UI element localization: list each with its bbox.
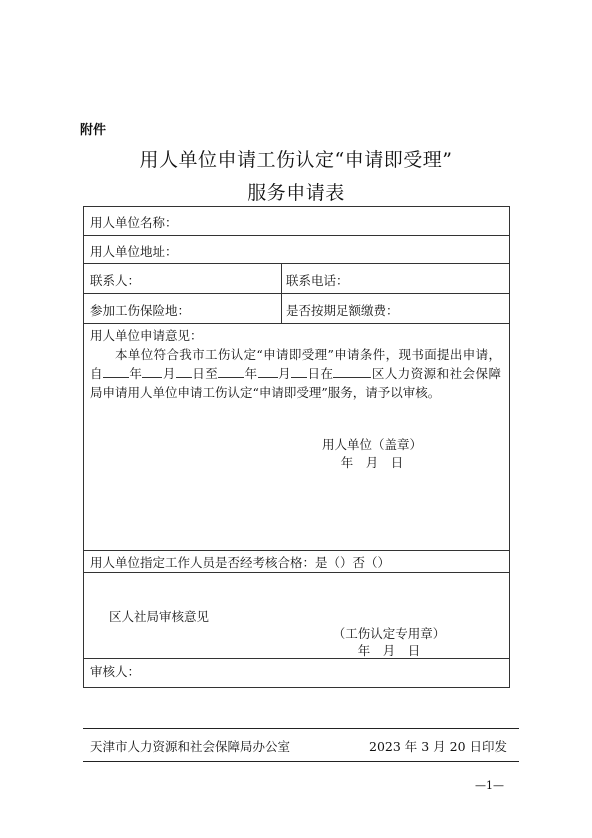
opinion-text	[90, 345, 501, 402]
row-insurance	[84, 294, 509, 324]
row-unit-address	[84, 236, 509, 264]
reviewer-label: 审核人：	[90, 664, 141, 679]
on-time-payment-label: 是否按期足额缴费：	[286, 303, 399, 318]
bureau-seal-text: （工伤认定专用章）	[332, 626, 446, 641]
unit-date-text: 年 月 日	[340, 455, 404, 470]
insurance-location-label: 参加工伤保险地：	[90, 303, 191, 318]
blank-month-2	[258, 364, 278, 378]
assessment-text: 用人单位指定工作人员是否经考核合格：是（）否（）	[90, 555, 391, 570]
blank-day-1	[176, 364, 192, 378]
unit-seal-text: 用人单位（盖章）	[321, 437, 422, 452]
blank-year-2	[218, 364, 244, 378]
word-year-2: 年	[244, 366, 258, 381]
form-title-line2: 服务申请表	[247, 182, 345, 204]
unit-address-label: 用人单位地址：	[90, 244, 178, 259]
form-title-line1: 用人单位申请工伤认定“申请即受理”	[139, 149, 453, 171]
row-bureau-review	[84, 573, 509, 659]
footer-date: 2023 年 3 月 20 日印发	[369, 739, 508, 754]
opinion-text-part2: 区人力资源和社会保障局申请用人单位申请工伤认定“申请即受理”服务，请予以审核。	[90, 366, 501, 400]
footer-rule-bottom	[83, 761, 519, 762]
blank-year-1	[103, 364, 129, 378]
row-unit-name	[84, 207, 509, 236]
row-assessment	[84, 551, 509, 573]
row-contact	[84, 264, 509, 294]
word-year-1: 年	[128, 366, 143, 381]
bureau-date-text: 年 月 日	[357, 643, 421, 658]
unit-name-label: 用人单位名称：	[90, 215, 178, 230]
bureau-review-label: 区人社局审核意见	[108, 609, 209, 624]
opinion-text-part1: 本单位符合我市工伤认定“申请即受理”申请条件，现书面提出申请，自	[90, 347, 501, 381]
blank-month-1	[142, 364, 162, 378]
word-day-at: 日在	[307, 366, 334, 381]
opinion-heading: 用人单位申请意见：	[90, 328, 203, 343]
annex-label: 附件	[80, 123, 107, 138]
application-form-table	[83, 206, 510, 688]
footer-issuer: 天津市人力资源和社会保障局办公室	[90, 739, 291, 754]
blank-district	[333, 364, 371, 378]
word-month-1: 月	[162, 366, 176, 381]
column-divider	[281, 294, 282, 323]
blank-day-2	[291, 364, 307, 378]
page-number: —1—	[475, 779, 504, 792]
word-day-to: 日至	[191, 366, 219, 381]
footer-rule-top	[83, 728, 519, 729]
contact-label: 联系人：	[90, 273, 141, 288]
phone-label: 联系电话：	[286, 273, 349, 288]
column-divider	[281, 264, 282, 293]
row-reviewer	[84, 659, 509, 687]
row-unit-opinion	[84, 324, 509, 551]
word-month-2: 月	[277, 366, 292, 381]
